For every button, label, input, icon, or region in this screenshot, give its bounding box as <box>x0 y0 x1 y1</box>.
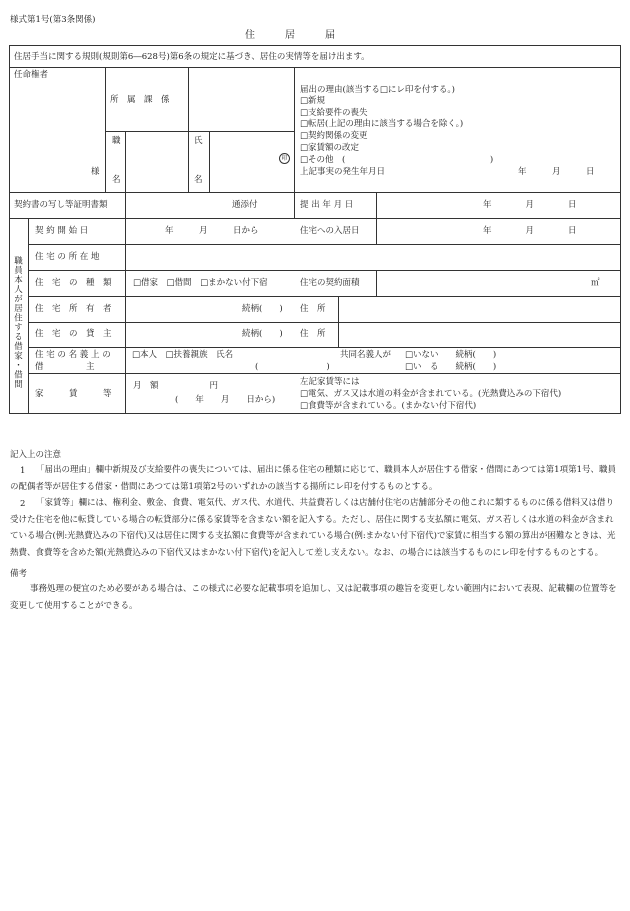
co-owner-none[interactable]: □いない 続柄( ) <box>405 350 497 360</box>
seal-icon: 印 <box>279 153 290 164</box>
note-2: 「家賃等」欄には、権利金、敷金、食費、電気代、ガス代、水道代、共益費若しくは店舗付住宅の店舗部分その他これに類するものに係る借料又は借り受けた住宅を他に転貸している場合の転貸部分に係る家賃等を含まない額を記入する。ただし、居住に関する支払額に電気、ガス若しくは水道の料金が含まれている場合(例:光熱費込みの下宿代)又は居住に関する支払額に食費等が含まれている場合(例:まかない付下宿代)で家賃に相当する額の算出が困難なときは、光熱費、食費等を含めた額(光熱費込みの下宿代又はまかない付下宿代)を記入して差し支えない。なお、の場合には該当するものにレ印を付するものとする。 <box>10 498 616 558</box>
area-unit: ㎡ <box>591 278 600 288</box>
movein-value[interactable]: 年 月 日 <box>483 226 577 236</box>
reason-option-other[interactable]: □その他 ( ) <box>300 155 494 165</box>
rent-label: 家 賃 等 <box>35 389 112 399</box>
shoku-label-1: 職 <box>112 136 121 146</box>
address-label: 住 宅 の 所 在 地 <box>35 252 100 262</box>
remarks-text: 事務処理の便宜のため必要がある場合は、この様式に必要な記載事項を追加し、又は記載事項の趣旨を変更しない範囲内において表現、記載欄の位置等を変更して使用することができる。 <box>10 584 617 611</box>
submit-date-value[interactable]: 年 月 日 <box>483 200 577 210</box>
co-owner-yes[interactable]: □い る 続柄( ) <box>405 362 497 372</box>
nominee-label-1: 住 宅 の 名 義 上 の <box>35 350 111 360</box>
remarks-title: 備考 <box>10 569 28 579</box>
lender-relation[interactable]: 続柄( ) <box>242 329 283 339</box>
rent-period[interactable]: ( 年 月 日から) <box>175 395 276 405</box>
co-owner-label: 共同名義人が <box>340 350 392 360</box>
dept-field[interactable] <box>189 68 293 130</box>
note-2-number: 2 <box>20 499 26 509</box>
rent-note-title: 左記家賃等には <box>300 377 360 387</box>
reason-option-new[interactable]: □新規 <box>300 96 326 106</box>
side-label: 職員本人が居住する借家・借間 <box>12 256 23 389</box>
nominee-options[interactable]: □本人 □扶養親族 氏名 <box>132 350 234 360</box>
appointer-label: 任命権者 <box>14 70 49 80</box>
contract-start-value[interactable]: 年 月 日から <box>165 226 259 236</box>
shi-label-1: 氏 <box>194 136 203 146</box>
lender-address-label: 住 所 <box>300 329 326 339</box>
contract-copy-value[interactable]: 通添付 <box>232 200 258 210</box>
reason-title: 届出の理由(該当する□にレ印を付する。) <box>300 85 455 95</box>
shoku-label-2: 名 <box>112 175 121 185</box>
note-1-number: 1 <box>20 466 26 476</box>
owner-relation[interactable]: 続柄( ) <box>242 304 283 314</box>
reason-option-contract[interactable]: □契約関係の変更 <box>300 131 368 141</box>
owner-label: 住 宅 所 有 者 <box>35 304 112 314</box>
shi-label-2: 名 <box>194 175 203 185</box>
notes-title: 記入上の注意 <box>10 450 62 460</box>
preamble-text: 住居手当に関する規則(規則第6―628号)第6条の規定に基づき、居住の実情等を届け出ます。 <box>14 52 370 62</box>
type-options[interactable]: □借家 □借間 □まかない付下宿 <box>133 278 268 288</box>
reason-option-rent[interactable]: □家賃額の改定 <box>300 143 360 153</box>
occurrence-label: 上記事実の発生年月日 <box>300 167 386 177</box>
lender-label: 住 宅 の 貸 主 <box>35 329 112 339</box>
dept-label: 所 属 課 係 <box>110 95 170 105</box>
area-label: 住宅の契約面積 <box>300 278 360 288</box>
rent-note-meals[interactable]: □食費等が含まれている。(まかない付下宿代) <box>300 401 477 411</box>
occurrence-date[interactable]: 年 月 日 <box>518 167 595 177</box>
reason-option-loss[interactable]: □支給要件の喪失 <box>300 108 368 118</box>
type-label: 住 宅 の 種 類 <box>35 278 112 288</box>
form-number: 様式第1号(第3条関係) <box>10 15 96 25</box>
position-field[interactable] <box>126 132 187 191</box>
reason-option-move[interactable]: □転居(上記の理由に該当する場合を除く。) <box>300 119 464 129</box>
rent-note-utilities[interactable]: □電気、ガス又は水道の料金が含まれている。(光熱費込みの下宿代) <box>300 389 562 399</box>
contract-start-label: 契 約 開 始 日 <box>35 226 89 236</box>
rent-amount[interactable]: 月 額 円 <box>133 381 219 391</box>
nominee-label-2: 借 主 <box>35 362 95 372</box>
nominee-name-paren[interactable]: ( ) <box>255 362 330 372</box>
appointer-suffix: 様 <box>91 167 100 177</box>
note-1: 「届出の理由」欄中新規及び支給要件の喪失については、届出に係る住宅の種類に応じて、職員本人が居住する借家・借間にあつては第1項第1号、職員の配偶者等が居住する借家・借間にあつては第1項第2号のいずれかの該当する揚所にレ印を付するものとする。 <box>10 465 616 492</box>
owner-address-label: 住 所 <box>300 304 326 314</box>
submit-date-label: 提 出 年 月 日 <box>300 200 354 210</box>
form-title: 住 居 届 <box>245 30 335 41</box>
address-field[interactable] <box>126 245 620 269</box>
contract-copy-label: 契約書の写し等証明書類 <box>14 200 108 210</box>
movein-label: 住宅への入居日 <box>300 226 360 236</box>
